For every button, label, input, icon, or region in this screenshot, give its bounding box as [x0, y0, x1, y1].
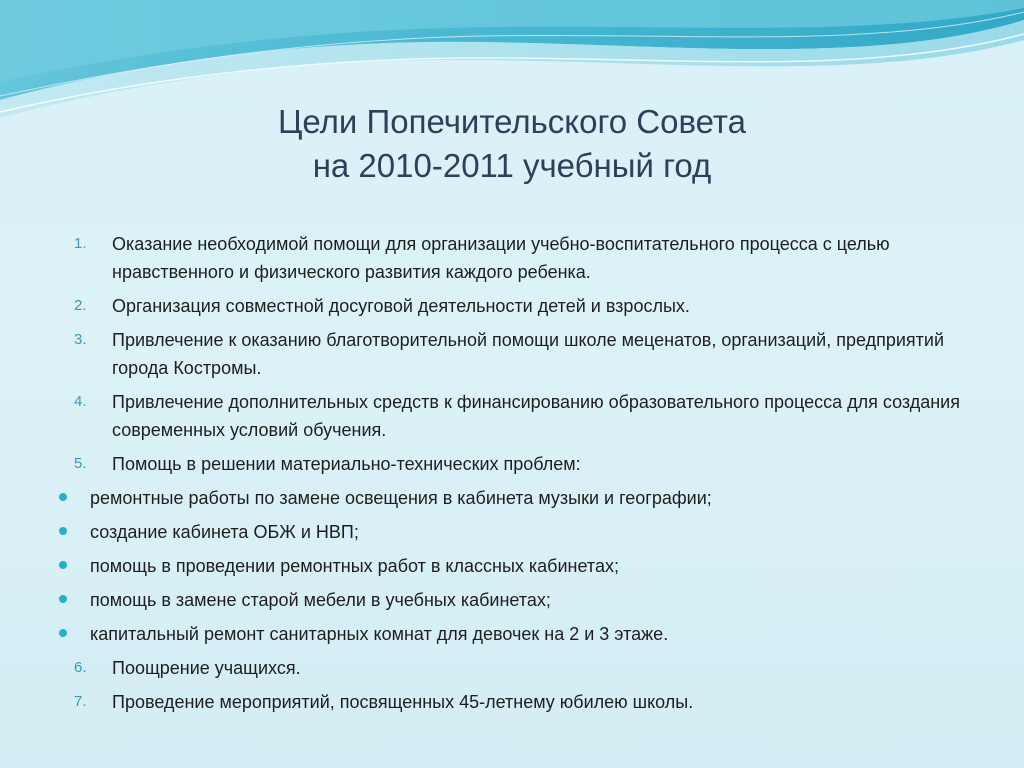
list-number: 2.: [74, 297, 87, 314]
list-item: [56, 688, 976, 716]
bullet-dot-icon: [59, 561, 67, 569]
list-item-text: Поощрение учащихся.: [112, 658, 301, 678]
list-item-text: Привлечение к оказанию благотворительной помощи школе меценатов, организаций, предприятий города Костромы.: [112, 330, 945, 378]
bullet-item: [53, 586, 976, 614]
list-item-text: Привлечение дополнительных средств к финансированию образовательного процесса для создания современных условий обучения.: [112, 392, 960, 440]
bullet-item-text: создание кабинета ОБЖ и НВП;: [90, 522, 359, 542]
bullet-dot-icon: [59, 493, 67, 501]
bullet-item: [53, 552, 976, 580]
list-item: [56, 326, 976, 382]
list-number: 1.: [74, 235, 87, 252]
list-number: 3.: [74, 331, 87, 348]
bullet-item-text: ремонтные работы по замене освещения в кабинета музыки и географии;: [90, 488, 712, 508]
list-item-text: Организация совместной досуговой деятельности детей и взрослых.: [112, 296, 690, 316]
list-number: 4.: [74, 393, 87, 410]
bullet-item-text: помощь в замене старой мебели в учебных кабинетах;: [90, 590, 551, 610]
list-item: [56, 292, 976, 320]
bullet-item-text: помощь в проведении ремонтных работ в классных кабинетах;: [90, 556, 619, 576]
bullet-dot-icon: [59, 595, 67, 603]
bullet-dot-icon: [59, 527, 67, 535]
list-item: [56, 388, 976, 444]
list-number: 7.: [74, 693, 87, 710]
page-title: [0, 100, 1024, 188]
bullet-item: [53, 484, 976, 512]
bullet-item-text: капитальный ремонт санитарных комнат для девочек на 2 и 3 этаже.: [90, 624, 669, 644]
list-item: [56, 654, 976, 682]
list-item-text: Проведение мероприятий, посвященных 45-летнему юбилею школы.: [112, 692, 694, 712]
title-line-1: Цели Попечительского Совета: [278, 103, 746, 140]
list-item: [56, 450, 976, 478]
goals-list: [56, 230, 976, 722]
list-item-text: Оказание необходимой помощи для организации учебно-воспитательного процесса с целью нравственного и физического развития каждого ребенка.: [112, 234, 890, 282]
title-line-2: на 2010-2011 учебный год: [312, 147, 712, 184]
list-number: 5.: [74, 455, 87, 472]
list-item: [56, 230, 976, 286]
bullet-dot-icon: [59, 629, 67, 637]
list-item-text: Помощь в решении материально-технических проблем:: [112, 454, 581, 474]
list-number: 6.: [74, 659, 87, 676]
bullet-item: [53, 620, 976, 648]
bullet-item: [53, 518, 976, 546]
